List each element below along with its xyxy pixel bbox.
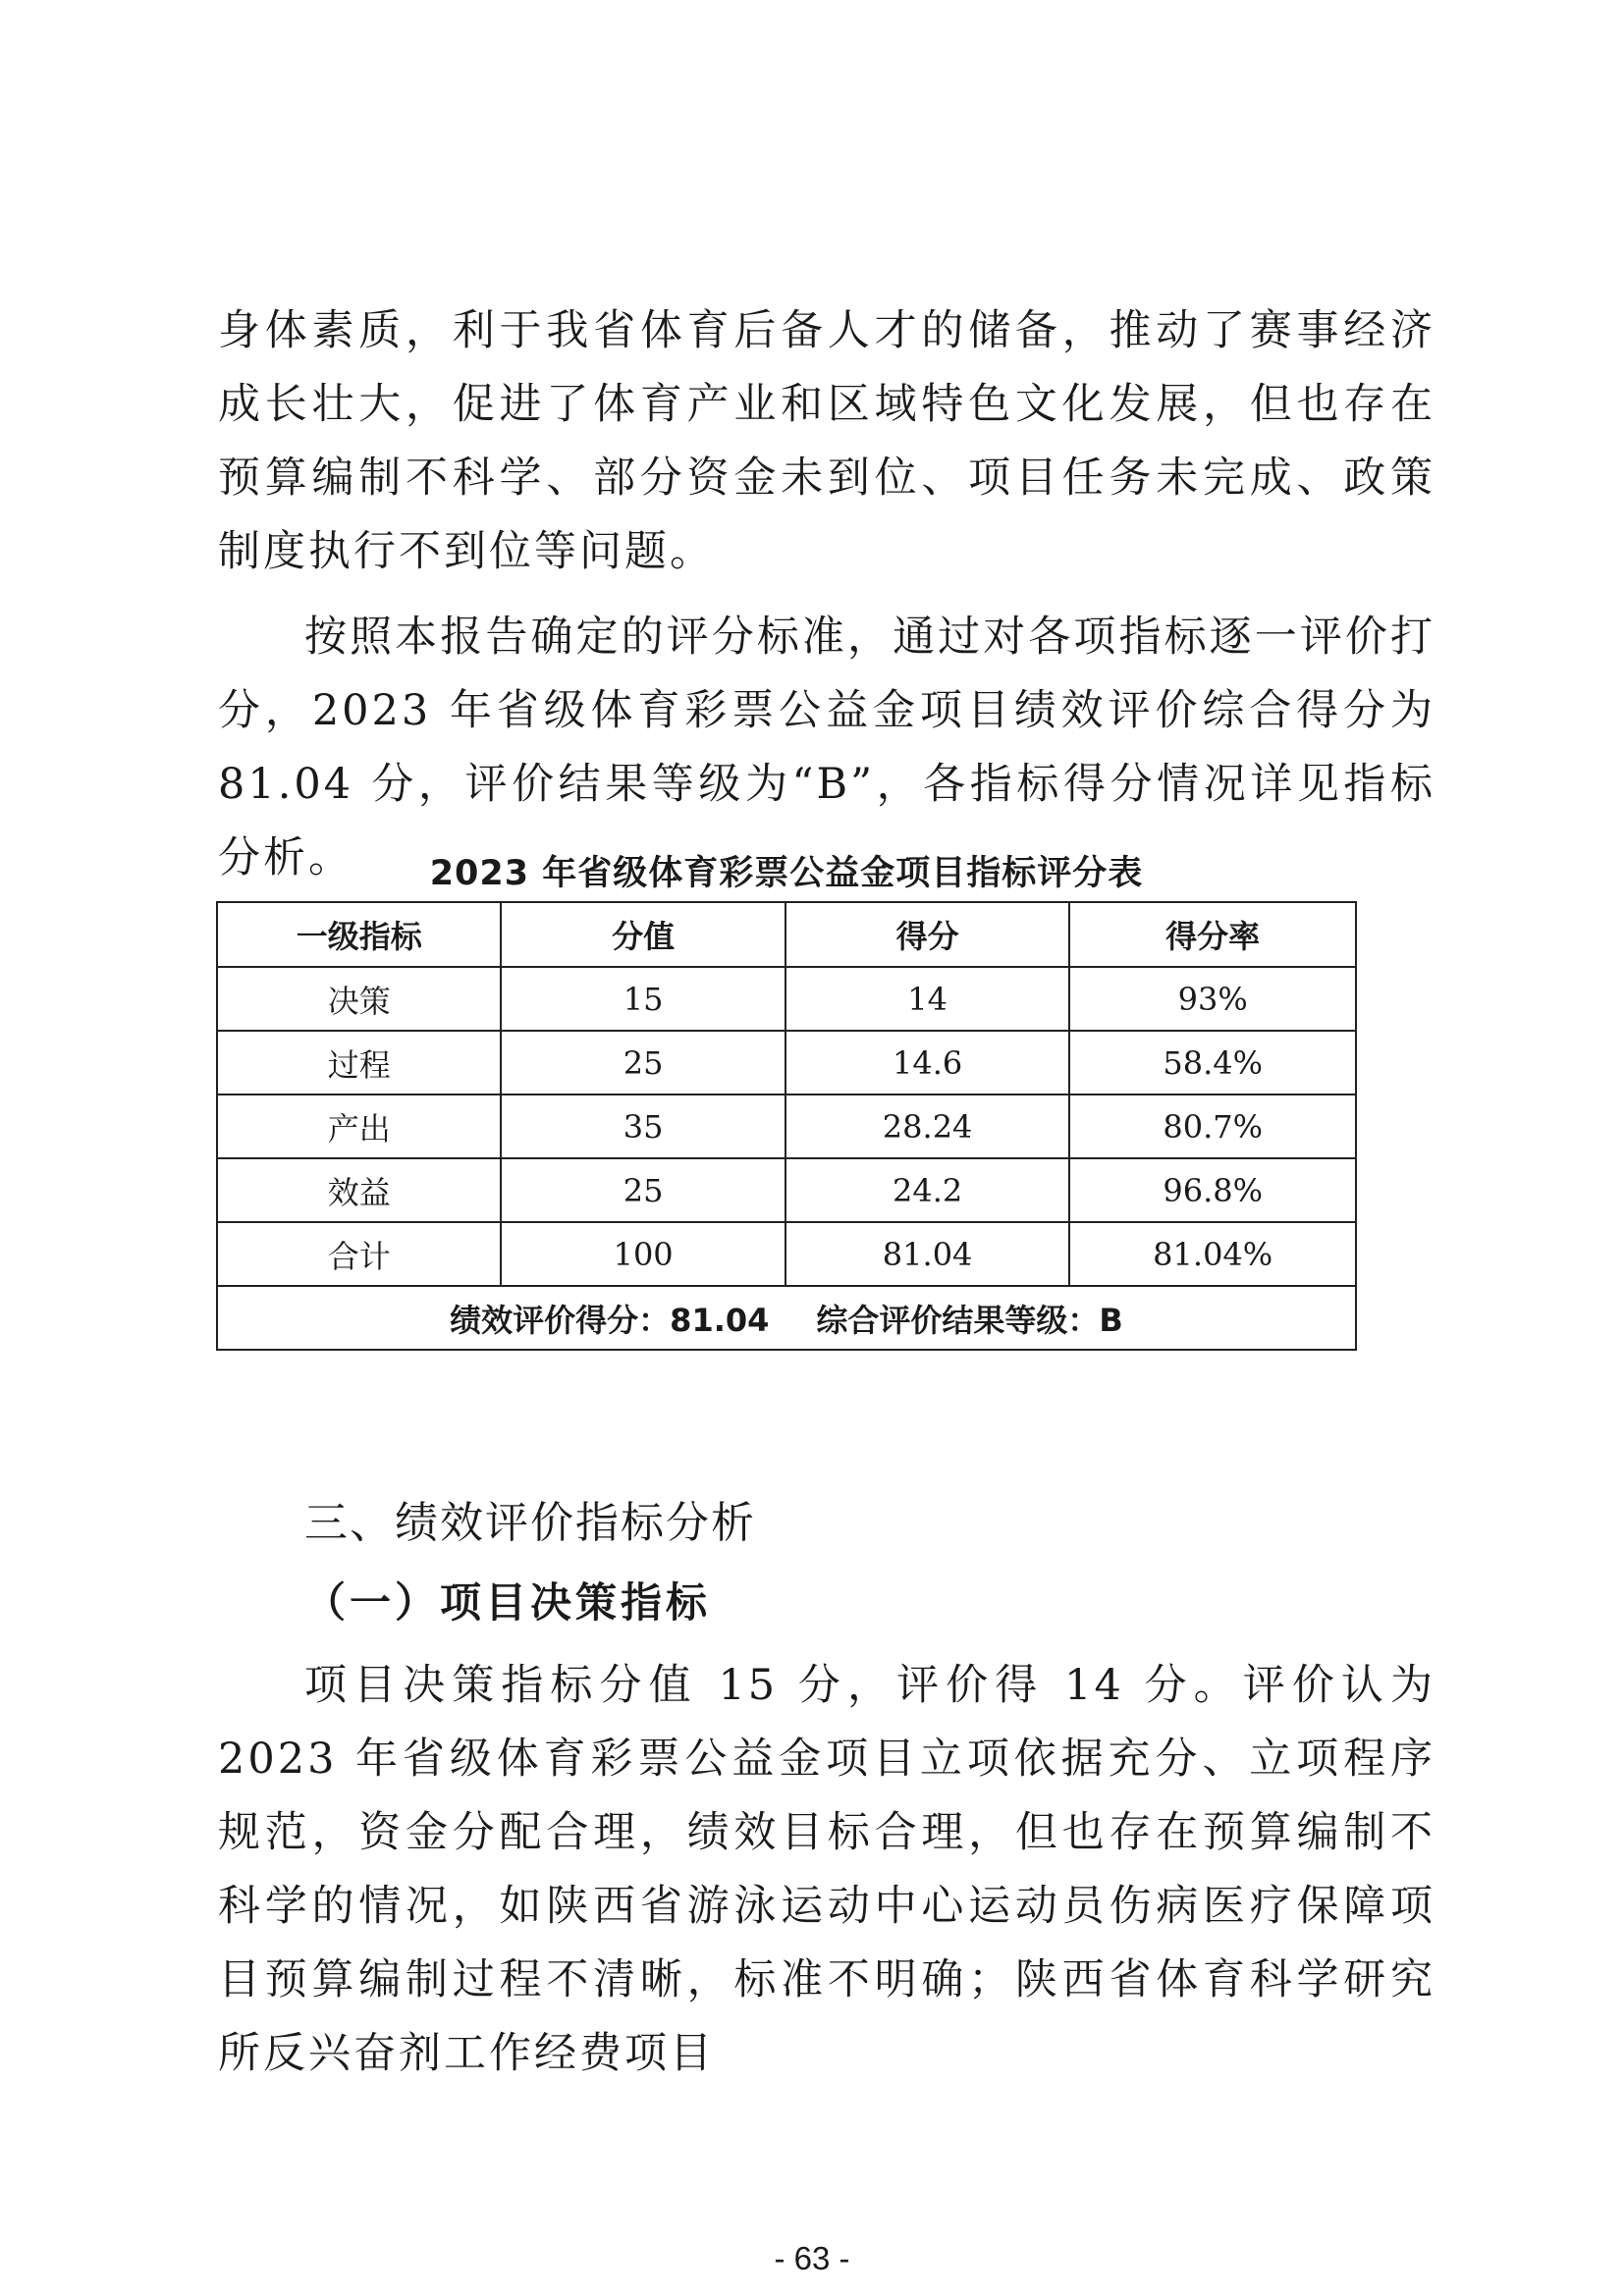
header-max-score: 分值 <box>501 902 785 967</box>
cell-score: 28.24 <box>785 1095 1070 1158</box>
cell-max-score: 15 <box>501 967 785 1031</box>
body-paragraph-1: 身体素质，利于我省体育后备人才的储备，推动了赛事经济成长壮大，促进了体育产业和区域特色文化发展，但也存在预算编制不科学、部分资金未到位、项目任务未完成、政策制度执行不到位等问题。 <box>218 306 1435 576</box>
cell-max-score: 100 <box>501 1222 785 1286</box>
summary-score: 绩效评价得分：81.04 <box>450 1301 770 1339</box>
header-indicator: 一级指标 <box>217 902 501 967</box>
cell-score: 14.6 <box>785 1031 1070 1095</box>
cell-score-rate: 96.8% <box>1069 1158 1356 1222</box>
summary-grade: 综合评价结果等级：B <box>816 1301 1123 1339</box>
body-paragraph-2: 按照本报告确定的评分标准，通过对各项指标逐一评价打分，2023 年省级体育彩票公益金项目绩效评价综合得分为 81.04 分，评价结果等级为“B”，各指标得分情况详见指标分析。 <box>218 613 1435 882</box>
table-total-row <box>217 1222 1356 1286</box>
cell-score-rate: 80.7% <box>1069 1095 1356 1158</box>
table-title: 2023 年省级体育彩票公益金项目指标评分表 <box>429 854 1144 893</box>
cell-indicator: 决策 <box>217 967 501 1031</box>
cell-max-score: 25 <box>501 1158 785 1222</box>
table-row <box>217 1031 1356 1095</box>
cell-score: 14 <box>785 967 1070 1031</box>
header-score-rate: 得分率 <box>1069 902 1356 967</box>
cell-max-score: 25 <box>501 1031 785 1095</box>
summary-cell <box>217 1286 1356 1350</box>
section-heading: 三、绩效评价指标分析 <box>304 1498 756 1548</box>
cell-max-score: 35 <box>501 1095 785 1158</box>
page-number: - 63 - <box>774 2240 850 2276</box>
body-paragraph-3: 项目决策指标分值 15 分，评价得 14 分。评价认为 2023 年省级体育彩票公益金项目立项依据充分、立项程序规范，资金分配合理，绩效目标合理，但也存在预算编制不科学的情况，如陕西省游泳运动中心运动员伤病医疗保障项目预算编制过程不清晰，标准不明确；陕西省体育科学研究所反兴奋剂工作经费项目 <box>218 1661 1435 2078</box>
score-table <box>216 901 1357 1351</box>
cell-indicator: 产出 <box>217 1095 501 1158</box>
cell-score: 81.04 <box>785 1222 1070 1286</box>
subsection-heading: （一）项目决策指标 <box>304 1578 712 1627</box>
cell-indicator: 合计 <box>217 1222 501 1286</box>
table-row <box>217 1158 1356 1222</box>
header-score: 得分 <box>785 902 1070 967</box>
table-header-row <box>217 902 1356 967</box>
cell-score-rate: 93% <box>1069 967 1356 1031</box>
table-summary-row <box>217 1286 1356 1350</box>
table-row <box>217 967 1356 1031</box>
cell-indicator: 过程 <box>217 1031 501 1095</box>
cell-score-rate: 58.4% <box>1069 1031 1356 1095</box>
cell-score: 24.2 <box>785 1158 1070 1222</box>
table-row <box>217 1095 1356 1158</box>
cell-indicator: 效益 <box>217 1158 501 1222</box>
cell-score-rate: 81.04% <box>1069 1222 1356 1286</box>
